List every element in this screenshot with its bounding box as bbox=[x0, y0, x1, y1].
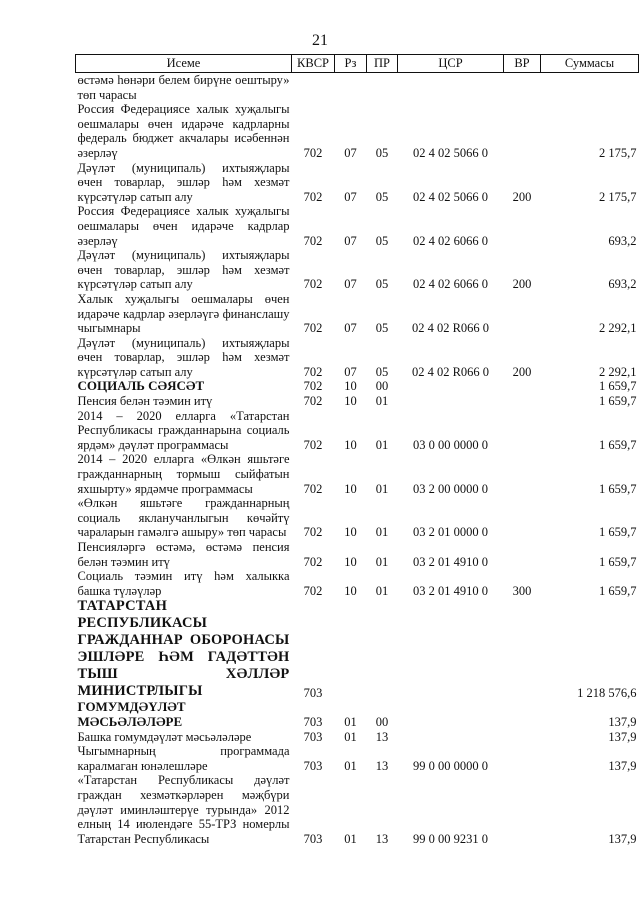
row-sum: 1 659,7 bbox=[599, 394, 637, 409]
header-csr: ЦСР bbox=[398, 55, 504, 73]
row-kvsr: 702 bbox=[303, 525, 323, 540]
header-vr: ВР bbox=[504, 55, 541, 73]
row-sum: 1 218 576,6 bbox=[577, 685, 637, 700]
table-row bbox=[76, 569, 639, 598]
table-row bbox=[76, 700, 639, 729]
row-sum: 1 659,7 bbox=[599, 437, 637, 452]
row-name: Дәүләт (муниципаль) ихтыяҗлары өчен товарлар, эшләр һәм хезмәт күрсәтүләр сатып алу bbox=[77, 160, 290, 204]
row-csr bbox=[398, 379, 504, 394]
row-name: Россия Федерациясе халык хуҗалыгы оешмалары өчен идарәче кадрлар әзерләү bbox=[77, 204, 290, 248]
row-sum: 137,9 bbox=[608, 831, 637, 846]
row-vr: 200 bbox=[512, 364, 532, 379]
row-rz bbox=[335, 598, 367, 700]
row-pr: 05 bbox=[375, 364, 389, 379]
budget-table bbox=[75, 54, 639, 846]
row-csr: 02 4 02 5066 0 bbox=[413, 145, 488, 160]
row-csr: 02 4 02 6066 0 bbox=[413, 233, 488, 248]
header-kvsr: КВСР bbox=[292, 55, 335, 73]
row-name: Дәүләт (муниципаль) ихтыяҗлары өчен товарлар, эшләр һәм хезмәт күрсәтүләр сатып алу bbox=[77, 335, 290, 379]
row-name: Башка гомумдәүләт мәсьәләләре bbox=[77, 729, 252, 744]
row-rz: 01 bbox=[344, 758, 357, 773]
row-vr bbox=[504, 292, 541, 336]
row-kvsr bbox=[292, 73, 335, 103]
row-sum: 2 292,1 bbox=[599, 321, 637, 336]
row-kvsr: 702 bbox=[303, 364, 323, 379]
row-name: Пенсияләргә өстәмә, өстәмә пенсия белән тәэмин итү bbox=[77, 540, 290, 569]
table-body bbox=[76, 73, 639, 847]
row-pr: 05 bbox=[375, 189, 389, 204]
row-csr: 02 4 02 R066 0 bbox=[411, 321, 490, 336]
row-name: Пенсия белән тәэмин итү bbox=[77, 394, 213, 409]
row-name: Социаль тәэмин итү һәм халыкка башка түләүләр bbox=[77, 569, 290, 598]
row-sum: 2 292,1 bbox=[599, 364, 637, 379]
row-vr bbox=[504, 409, 541, 453]
row-vr bbox=[504, 700, 541, 729]
row-rz: 07 bbox=[344, 277, 357, 292]
row-kvsr: 702 bbox=[303, 554, 323, 569]
table-row bbox=[76, 248, 639, 292]
row-csr bbox=[398, 700, 504, 729]
row-kvsr: 702 bbox=[303, 233, 323, 248]
table-row bbox=[76, 292, 639, 336]
row-vr bbox=[504, 73, 541, 103]
row-sum: 1 659,7 bbox=[599, 379, 637, 394]
row-vr bbox=[504, 394, 541, 409]
row-kvsr: 702 bbox=[303, 321, 323, 336]
row-pr: 01 bbox=[375, 437, 389, 452]
row-vr bbox=[504, 744, 541, 773]
row-sum: 693,2 bbox=[608, 277, 637, 292]
row-rz: 10 bbox=[344, 554, 357, 569]
row-name: ГОМУМДӘҮЛӘТ МӘСЬӘЛӘЛӘРЕ bbox=[77, 699, 186, 729]
row-name: Дәүләт (муниципаль) ихтыяҗлары өчен товарлар, эшләр һәм хезмәт күрсәтүләр сатып алу bbox=[77, 248, 290, 292]
row-csr bbox=[398, 73, 504, 103]
row-pr: 13 bbox=[375, 729, 389, 744]
row-name: өстәмә һөнәри белем бирүне оештыру» төп чарасы bbox=[77, 73, 290, 102]
table-row bbox=[76, 598, 639, 700]
row-pr: 13 bbox=[375, 831, 389, 846]
row-name: Халык хуҗалыгы оешмалары өчен идарәче кадрлар әзерләүгә финанслашу чыгымнары bbox=[77, 291, 290, 336]
row-kvsr: 703 bbox=[303, 758, 323, 773]
row-rz: 10 bbox=[344, 583, 357, 598]
row-kvsr: 702 bbox=[303, 394, 323, 409]
table-row bbox=[76, 730, 639, 745]
row-sum: 693,2 bbox=[608, 233, 637, 248]
header-pr: ПР bbox=[367, 55, 398, 73]
row-rz: 07 bbox=[344, 233, 357, 248]
row-pr: 00 bbox=[375, 714, 389, 729]
row-sum: 1 659,7 bbox=[599, 525, 637, 540]
row-csr: 02 4 02 6066 0 bbox=[413, 277, 488, 292]
row-kvsr: 702 bbox=[303, 583, 323, 598]
header-sum: Суммасы bbox=[541, 55, 639, 73]
row-rz: 10 bbox=[344, 394, 357, 409]
row-rz: 10 bbox=[344, 481, 357, 496]
row-rz: 10 bbox=[344, 525, 357, 540]
row-kvsr: 702 bbox=[303, 481, 323, 496]
row-sum: 1 659,7 bbox=[599, 583, 637, 598]
row-pr bbox=[367, 598, 398, 700]
row-sum bbox=[541, 73, 639, 103]
row-vr bbox=[504, 773, 541, 846]
row-vr bbox=[504, 452, 541, 496]
row-csr: 02 4 02 R066 0 bbox=[411, 364, 490, 379]
table-row bbox=[76, 452, 639, 496]
row-vr: 200 bbox=[512, 277, 532, 292]
row-vr bbox=[504, 730, 541, 745]
table-row bbox=[76, 161, 639, 205]
row-vr bbox=[504, 598, 541, 700]
table-header bbox=[76, 55, 639, 73]
row-vr: 300 bbox=[512, 583, 532, 598]
row-vr bbox=[504, 379, 541, 394]
row-rz: 10 bbox=[344, 379, 357, 394]
page-number: 21 bbox=[312, 32, 328, 49]
row-rz: 07 bbox=[344, 145, 357, 160]
row-pr: 05 bbox=[375, 145, 389, 160]
row-pr: 01 bbox=[375, 554, 389, 569]
row-pr: 01 bbox=[375, 481, 389, 496]
row-vr: 200 bbox=[512, 189, 532, 204]
row-rz: 01 bbox=[344, 831, 357, 846]
row-name: СОЦИАЛЬ СӘЯСӘТ bbox=[77, 378, 205, 394]
row-kvsr: 702 bbox=[303, 145, 323, 160]
table-row bbox=[76, 773, 639, 846]
row-name: ТАТАРСТАН РЕСПУБЛИКАСЫ ГРАЖДАННАР ОБОРОНАСЫ ЭШЛӘРЕ ҺӘМ ГАДӘТТӘН ТЫШ ХӘЛЛӘР МИНИСТРЛЫГЫ bbox=[77, 598, 290, 700]
header-rz: Рз bbox=[335, 55, 367, 73]
row-vr bbox=[504, 496, 541, 540]
table-row bbox=[76, 394, 639, 409]
row-name: 2014 – 2020 елларга «Татарстан Республикасы гражданнарына социаль ярдәм» дәүләт программасы bbox=[77, 408, 290, 452]
row-csr: 03 2 00 0000 0 bbox=[413, 481, 488, 496]
row-sum: 2 175,7 bbox=[599, 145, 637, 160]
row-kvsr: 703 bbox=[303, 831, 323, 846]
row-vr bbox=[504, 102, 541, 160]
row-kvsr: 703 bbox=[303, 714, 323, 729]
row-csr: 99 0 00 0000 0 bbox=[413, 758, 488, 773]
row-kvsr: 702 bbox=[303, 379, 323, 394]
row-csr: 03 2 01 4910 0 bbox=[413, 583, 488, 598]
row-pr: 13 bbox=[375, 758, 389, 773]
row-csr bbox=[398, 394, 504, 409]
row-pr bbox=[367, 73, 398, 103]
row-sum: 137,9 bbox=[608, 714, 637, 729]
row-pr: 01 bbox=[375, 583, 389, 598]
table-row bbox=[76, 204, 639, 248]
table-row bbox=[76, 336, 639, 380]
row-csr: 99 0 00 9231 0 bbox=[413, 831, 488, 846]
table-row bbox=[76, 496, 639, 540]
row-rz: 07 bbox=[344, 321, 357, 336]
row-pr: 05 bbox=[375, 233, 389, 248]
row-vr bbox=[504, 540, 541, 569]
row-name: «Татарстан Республикасы дәүләт граждан хезмәткәрләрен мәҗбүри дәүләт иминләштерүе турында» 2012 елның 14 июлендәге 55-ТРЗ номерлы Татарстан Республикасы bbox=[77, 773, 290, 846]
row-rz: 07 bbox=[344, 364, 357, 379]
row-csr: 02 4 02 5066 0 bbox=[413, 189, 488, 204]
row-pr: 01 bbox=[375, 525, 389, 540]
row-kvsr: 703 bbox=[303, 685, 323, 700]
row-name: «Өлкән яшьтәге гражданнарның социаль якланучанлыгын көчәйтү чараларын гамәлгә ашыру» төп чарасы bbox=[77, 496, 290, 540]
row-vr bbox=[504, 204, 541, 248]
header-name: Исеме bbox=[76, 55, 292, 73]
row-sum: 2 175,7 bbox=[599, 189, 637, 204]
table-row bbox=[76, 102, 639, 160]
row-sum: 1 659,7 bbox=[599, 481, 637, 496]
row-csr: 03 2 01 0000 0 bbox=[413, 525, 488, 540]
row-pr: 01 bbox=[375, 394, 389, 409]
row-name: Чыгымнарның программада каралмаган юнәлешләре bbox=[77, 744, 290, 773]
row-rz: 01 bbox=[344, 714, 357, 729]
table-row bbox=[76, 379, 639, 394]
row-name: 2014 – 2020 елларга «Өлкән яшьтәге гражданнарның тормыш сыйфатын яхшырту» ярдәмче программасы bbox=[77, 452, 290, 496]
table-row bbox=[76, 73, 639, 103]
row-rz bbox=[335, 73, 367, 103]
row-pr: 05 bbox=[375, 321, 389, 336]
row-csr bbox=[398, 730, 504, 745]
row-kvsr: 702 bbox=[303, 277, 323, 292]
row-sum: 137,9 bbox=[608, 758, 637, 773]
row-name: Россия Федерациясе халык хуҗалыгы оешмалары өчен идарәче кадрларны федераль бюджет акчалары исәбеннән әзерләү bbox=[77, 102, 290, 160]
row-pr: 00 bbox=[375, 379, 389, 394]
row-kvsr: 703 bbox=[303, 729, 323, 744]
row-sum: 1 659,7 bbox=[599, 554, 637, 569]
table-row bbox=[76, 409, 639, 453]
row-rz: 10 bbox=[344, 437, 357, 452]
table-row bbox=[76, 540, 639, 569]
row-pr: 05 bbox=[375, 277, 389, 292]
row-kvsr: 702 bbox=[303, 189, 323, 204]
row-rz: 01 bbox=[344, 729, 357, 744]
row-rz: 07 bbox=[344, 189, 357, 204]
row-sum: 137,9 bbox=[608, 729, 637, 744]
table-row bbox=[76, 744, 639, 773]
row-csr: 03 2 01 4910 0 bbox=[413, 554, 488, 569]
row-kvsr: 702 bbox=[303, 437, 323, 452]
row-csr bbox=[398, 598, 504, 700]
row-csr: 03 0 00 0000 0 bbox=[413, 437, 488, 452]
